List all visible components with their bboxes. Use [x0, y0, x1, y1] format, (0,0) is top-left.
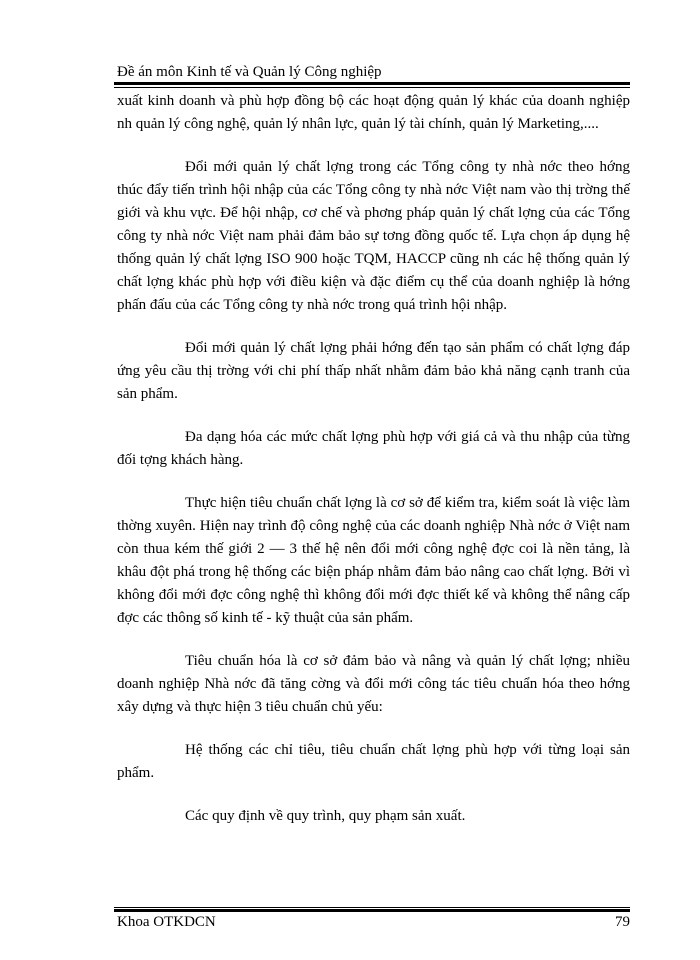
paragraph-standardization: Tiêu chuẩn hóa là cơ sở đảm bảo và nâng và quản lý chất lợng; nhiều doanh nghiệp Nhà nớc đã tăng cờng và đổi mới công tác tiêu chuẩn hóa theo hớng xây dựng và thực hiện 3 tiêu chuẩn chủ yếu: [117, 653, 630, 715]
paragraph-diversification: Đa dạng hóa các mức chất lợng phù hợp với giá cả và thu nhập của từng đối tợng khách hàng. [117, 429, 630, 468]
header-rule-thin [114, 87, 630, 88]
paragraph-quality-reform: Đổi mới quản lý chất lợng trong các Tổng công ty nhà nớc theo hớng thúc đẩy tiến trình hội nhập của các Tổng công ty nhà nớc Việt nam vào thị trờng thế giới và khu vực. Để hội nhập, cơ chế và phơng pháp quản lý chất lợng của các Tổng công ty nhà nớc Việt nam phải đảm bảo sự tơng đồng quốc tế. Lựa chọn áp dụng hệ thống quản lý chất lợng ISO 900 hoặc TQM, HACCP cũng nh các hệ thống quản lý chất lợng khác phù hợp với điều kiện và đặc điểm cụ thể của doanh nghiệp là hớng phấn đấu của các Tổng công ty nhà nớc trong quá trình hội nhập. [117, 159, 630, 313]
page-header-title: Đề án môn Kinh tế và Quản lý Công nghiệp [117, 64, 382, 80]
footer-rule-thin [114, 907, 630, 908]
paragraph-standards-implementation: Thực hiện tiêu chuẩn chất lợng là cơ sở để kiểm tra, kiểm soát là việc làm thờng xuyên. Hiện nay trình độ công nghệ của các doanh nghiệp Nhà nớc ở Việt nam còn thua kém thế giới 2 — 3 thế hệ nên đổi mới công nghệ đợc coi là nền tảng, là khâu đột phá trong hệ thống các biện pháp nhằm đảm bảo nâng cao chất lợng. Bởi vì không đổi mới đợc công nghệ thì không đổi mới đợc thiết kế và không thể nâng cấp đợc các thông số kinh tế - kỹ thuật của sản phẩm. [117, 495, 630, 626]
paragraph-market-orientation: Đổi mới quản lý chất lợng phải hớng đến tạo sản phẩm có chất lợng đáp ứng yêu cầu thị trờng với chi phí thấp nhất nhằm đảm bảo khả năng cạnh tranh của sản phẩm. [117, 340, 630, 402]
footer-department: Khoa OTKDCN [117, 914, 216, 930]
paragraph-indicator-system: Hệ thống các chỉ tiêu, tiêu chuẩn chất lợng phù hợp với từng loại sản phẩm. [117, 742, 630, 781]
header-rule [114, 82, 630, 85]
paragraph-continuation: xuất kinh doanh và phù hợp đồng bộ các hoạt động quản lý khác của doanh nghiệp nh quản lý công nghệ, quản lý nhân lực, quản lý tài chính, quản lý Marketing,.... [117, 93, 630, 132]
footer-rule [114, 909, 630, 912]
document-body [117, 90, 630, 828]
paragraph-process-regulations: Các quy định về quy trình, quy phạm sản xuất. [185, 808, 466, 824]
page-number: 79 [615, 914, 630, 930]
